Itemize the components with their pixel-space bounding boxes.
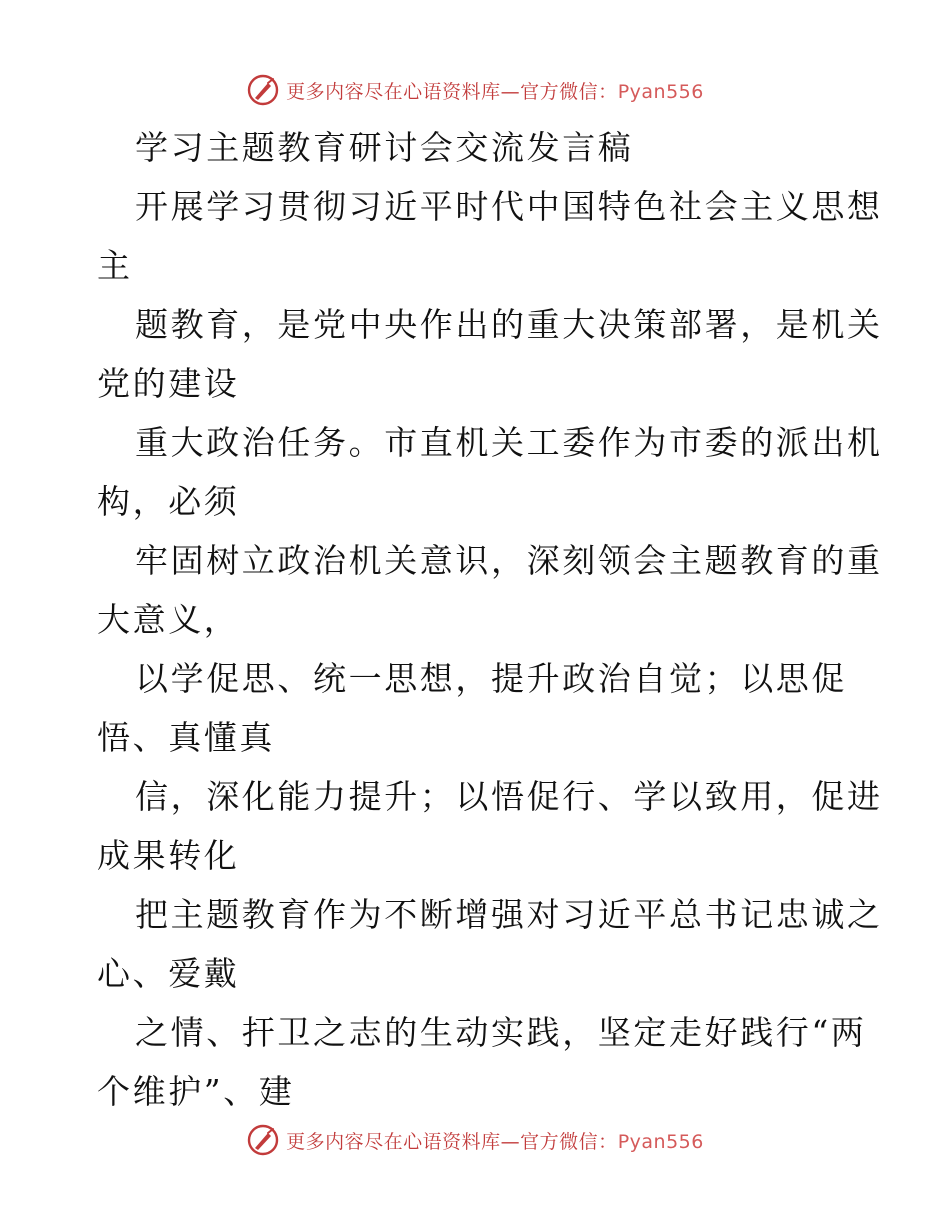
watermark-contact-id: Pyan556 [617,1130,704,1153]
watermark-contact-label: 官方微信： [520,80,618,103]
document-line: 信，深化能力提升；以悟促行、学以致用，促进 [135,777,883,816]
header-watermark [0,70,950,110]
document-line: 个维护”、建 [97,1072,295,1111]
document-line: 牢固树立政治机关意识，深刻领会主题教育的重 [135,541,883,580]
document-line: 把主题教育作为不断增强对习近平总书记忠诚之 [135,895,883,934]
document-line: 成果转化 [97,836,240,875]
document-line: 心、爱戴 [97,954,240,993]
document-line: 主 [97,246,133,285]
quill-logo-icon [246,73,280,107]
document-line: 之情、扞卫之志的生动实践，坚定走好践行“两 [135,1013,867,1052]
watermark-contact-id: Pyan556 [617,80,704,103]
quill-logo-icon [246,1123,280,1157]
watermark-contact-label: 官方微信： [520,1130,618,1153]
watermark-inner [246,73,704,107]
document-line: 学习主题教育研讨会交流发言稿 [135,128,634,167]
watermark-inner [246,1123,704,1157]
watermark-library-name: 更多内容尽在心语资料库 [286,1130,501,1153]
document-line: 构，必须 [97,482,240,521]
document-line: 题教育，是党中央作出的重大决策部署，是机关 [135,305,883,344]
watermark-text [286,1127,704,1154]
footer-watermark [0,1120,950,1160]
watermark-library-name: 更多内容尽在心语资料库 [286,80,501,103]
document-line: 重大政治任务。市直机关工委作为市委的派出机 [135,423,883,462]
document-line: 以学促思、统一思想，提升政治自觉；以思促 [135,659,847,698]
watermark-separator: — [500,80,521,103]
watermark-separator: — [500,1130,521,1153]
document-line: 悟、真懂真 [97,718,275,757]
document-line: 大意义， [97,600,240,639]
document-body [97,118,883,1121]
watermark-text [286,77,704,104]
document-line: 党的建设 [97,364,240,403]
document-line: 开展学习贯彻习近平时代中国特色社会主义思想 [135,187,883,226]
